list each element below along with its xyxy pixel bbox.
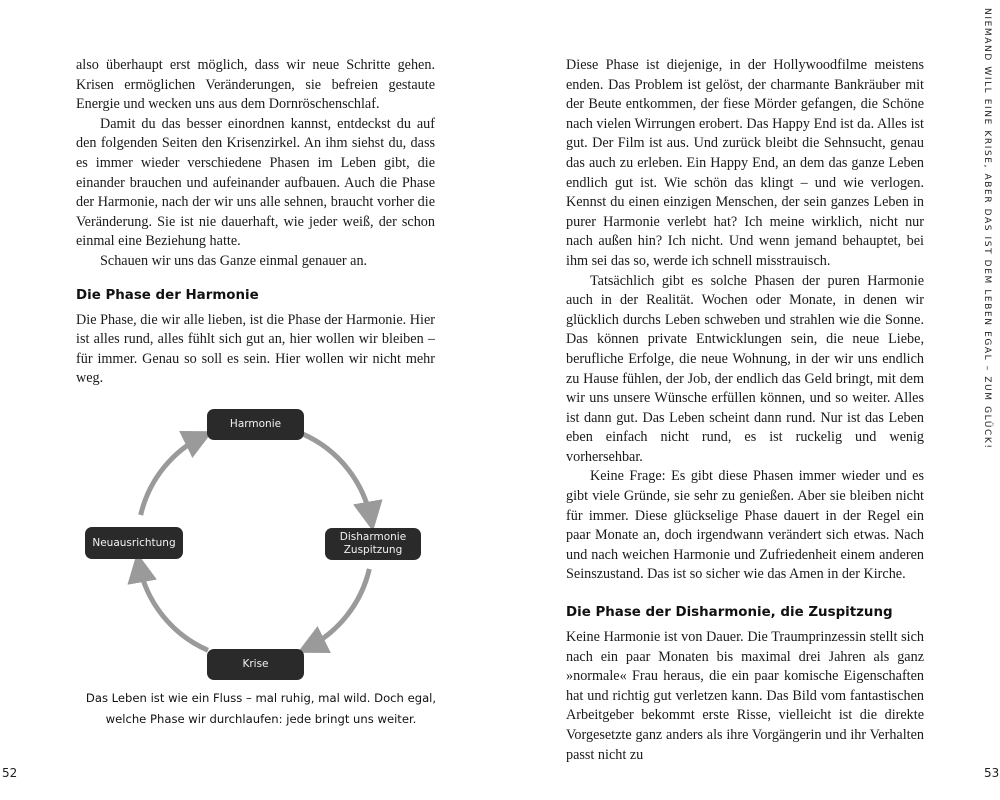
- running-head: [979, 8, 1000, 450]
- page-number-left: 52: [2, 766, 18, 780]
- phase-label: Harmonie: [229, 418, 282, 430]
- paragraph: Schauen wir uns das Ganze einmal genauer an.: [100, 252, 368, 269]
- crisis-cycle-diagram: [60, 400, 460, 682]
- phase-node-harmonie: [207, 409, 304, 440]
- caption-line: Das Leben ist wie ein Fluss – mal ruhig, mal wild. Doch egal,: [85, 691, 437, 705]
- phase-label: Neuausrichtung: [92, 536, 176, 549]
- paragraph: Tatsächlich gibt es solche Phasen der puren Harmonie auch in der Realität. Wochen oder Monate, in denen wir glücklich durchs Leben schweben und strahlen wie die Sonne. Das können private Entwicklungen sein, die neue Liebe, berufliche Erfolge, die neue Wohnung, in der wir uns endlich zu Hause fühlen, der Job, der endlich das Geld bringt, mit dem wir uns unsere Wünsche erfüllen können, und so weiter. Alles ist dann gut. Das Leben scheint dann rund. Nur ist das Leben eben einfach nicht rund, es ist ruckelig und wenig vorhersehbar.: [566, 272, 924, 465]
- paragraph: Keine Harmonie ist von Dauer. Die Traumprinzessin stellt sich nach ein paar Monaten bis maximal drei Jahren als ganz »normale« Frau heraus, die ein paar komische Eigenschaften hat und richtig gut verletzen kann. Das Bild vom fantastischen Arbeitgeber bekommt erste Risse, vielleicht ist die direkte Vorgesetzte ganz anders als ihre Vorgängerin und ihr Verhalten passt nicht zu: [566, 629, 924, 763]
- left-page-text: [76, 56, 435, 389]
- phase-node-krise: [207, 649, 304, 680]
- phase-node-disharmonie: [325, 528, 421, 560]
- phase-label: Disharmonie: [339, 531, 407, 543]
- arrow-disharmonie-to-krise: [306, 569, 369, 648]
- phase-label: Zuspitzung: [343, 544, 403, 556]
- caption-line: welche Phase wir durchlaufen: jede bringt uns weiter.: [105, 712, 417, 726]
- section-heading: Die Phase der Harmonie: [76, 287, 259, 303]
- diagram-caption: [60, 688, 462, 730]
- page-number-right: 53: [984, 766, 1000, 780]
- running-head-text: NIEMAND WILL EINE KRISE, ABER DAS IST DEM LEBEN EGAL – ZUM GLÜCK!: [982, 8, 992, 450]
- arrow-harmonie-to-disharmonie: [302, 434, 371, 522]
- phase-label: Krise: [242, 658, 269, 670]
- paragraph: Diese Phase ist diejenige, in der Hollywoodfilme meistens enden. Das Problem ist gelöst, der charmante Bankräuber mit der Beute entkommen, der fiese Mörder gefangen, die Schöne nach vielen Wirrungen erobert. Das Happy End ist da. Alles ist gut. Der Film ist aus. Und zurück bleibt die Sehnsucht, genau das auch zu erleben. Ein Happy End, an dem das ganze Leben endlich gut ist. Wie schön das klingt – und wie verlogen. Kennst du einen einzigen Menschen, der sein ganzes Leben in purer Harmonie verlebt hat? Ich meine wirklich, nicht nur nach außen hin? Ich nicht. Und wenn jemand behauptet, bei ihm sei das so, werde ich schnell misstrauisch.: [566, 57, 924, 269]
- paragraph: Keine Frage: Es gibt diese Phasen immer wieder und es gibt viele Gründe, sie sehr zu genießen. Aber sie bleiben nicht für immer. Diese glückselige Phase dauert in der Regel ein paar Monate an, doch irgendwann verändert sich etwas. Nach und nach weichen Harmonie und Zufriedenheit einem anderen Seinszustand. Das ist so sicher wie das Amen in der Kirche.: [566, 468, 924, 583]
- phase-node-neuausrichtung: [85, 527, 183, 559]
- arrow-krise-to-neuausrichtung: [139, 563, 208, 651]
- paragraph: Damit du das besser einordnen kannst, entdeckst du auf den folgenden Seiten den Krisenzirkel. An ihm siehst du, dass es immer wieder verschiedene Phasen im Leben gibt, die einander brauchen und aufeinander aufbauen. Auch die Phase der Harmonie, nach der wir uns alle sehnen, braucht vorher die Veränderung. Sie ist nie dauerhaft, wie jeder weiß, der schon einmal eine Beziehung hatte.: [76, 115, 435, 250]
- paragraph: also überhaupt erst möglich, dass wir neue Schritte gehen. Krisen ermöglichen Veränderungen, sie befreien gestaute Energie und wecken uns aus dem Dornröschenschlaf.: [76, 57, 435, 113]
- section-heading: Die Phase der Disharmonie, die Zuspitzung: [566, 605, 893, 621]
- arrow-neuausrichtung-to-harmonie: [141, 436, 204, 515]
- paragraph: Die Phase, die wir alle lieben, ist die Phase der Harmonie. Hier ist alles rund, alles fühlt sich gut an, hier wollen wir bleiben – für immer. Genau so soll es sein. Hier wollen wir nicht mehr weg.: [76, 311, 435, 387]
- right-page-text: [566, 56, 924, 765]
